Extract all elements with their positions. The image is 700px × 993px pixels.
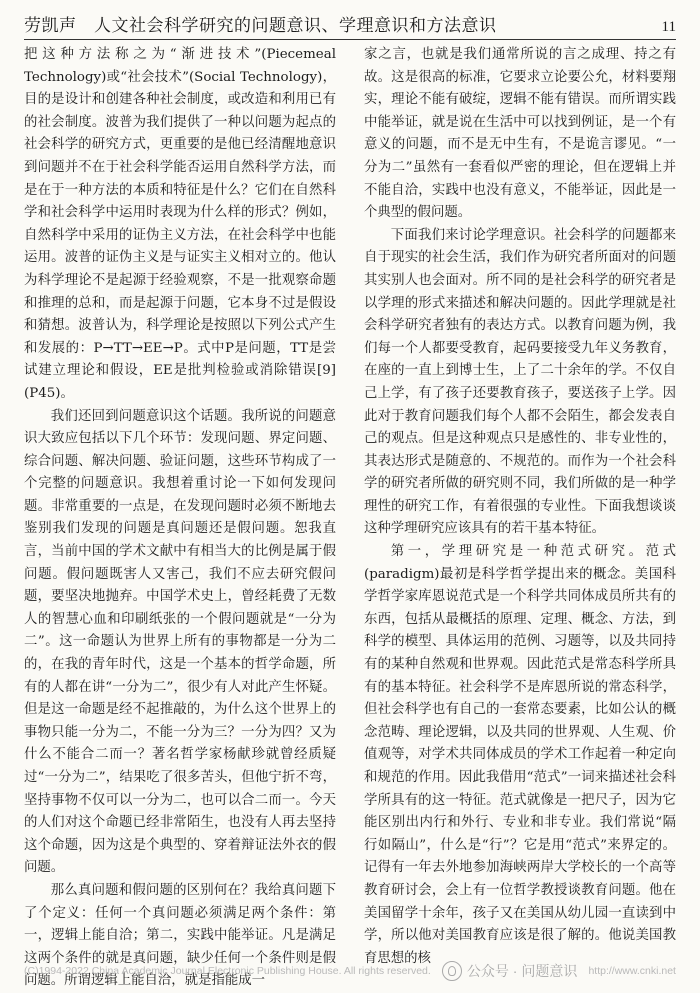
paragraph: 家之言，也就是我们通常所说的言之成理、持之有故。这是很高的标准，它要求立论要公允，材料要翔实，理论不能有破绽，逻辑不能有错误。而所谓实践中能举证，就是说在生活中可以找到例证，是一个有意义的问题，而不是无中生有，不是诡言谬见。“一分为二”虽然有一套看似严密的理论，但在逻辑上并不能自洽，实践中也没有意义，不能举证，因此是一个典型的假问题。: [364, 47, 676, 221]
paragraph: 下面我们来讨论学理意识。社会科学的问题都来自于现实的社会生活，我们作为研究者所面对的问题其实别人也会面对。所不同的是社会科学的研究者是以学理的形式来描述和解决问题的。因此学理就是社会科学研究者独有的表达方式。以教育问题为例，我们每一个人都要受教育，起码要接受九年义务教育，在座的一直上到博士生，上了二十余年的学。不仅自己上学，有了孩子还要教育孩子，要送孩子上学。因此对于教育问题我们每个人都不会陌生，都会发表自己的观点。但是这种观点只是感性的、非专业性的，其表达形式是随意的、不规范的。而作为一个社会科学的研究者所做的研究则不同，我们所做的是一种学理性的研究工作，有着很强的专业性。下面我想谈谈这种学理研究应该具有的若干基本特征。: [364, 227, 676, 537]
wechat-icon: [442, 961, 462, 981]
copyright-notice: (C)1994-2022 China Academic Journal Electronic Publishing House. All rights reserved.: [24, 965, 431, 977]
right-column: [364, 44, 676, 970]
running-head-title: 劳凯声 人文社会科学研究的问题意识、学理意识和方法意识: [24, 16, 497, 36]
page-number: 11: [661, 19, 676, 35]
running-header: [24, 6, 676, 40]
watermark-label: 公众号 · 问题意识: [466, 963, 578, 979]
paragraph: 第一，学理研究是一种范式研究。范式(paradigm)最初是科学哲学提出来的概念。美国科学哲学家库恩说范式是一个科学共同体成员所共有的东西，包括从最概括的原理、定理、概念、方法，到科学的模型、具体运用的范例、习题等，以及共同持有的某种自然观和世界观。因此范式是常态科学所具有的基本特征。社会科学不是库恩所说的常态科学，但社会科学也有自己的一套常态要素，比如公认的概念范畴、理论逻辑，以及共同的世界观、人生观、价值观等，对学术共同体成员的学术工作起着一种定向和规范的作用。因此我借用“范式”一词来描述社会科学所具有的这一特征。范式就像是一把尺子，因为它能区别出内行和外行、专业和非专业。我们常说“隔行如隔山”，什么是“行”？它是用“范式”来界定的。记得有一年去外地参加海峡两岸大学校长的一个高等教育研讨会，会上有一位哲学教授谈教育问题。他在美国留学十余年，孩子又在美国从幼儿园一直读到中学，所以他对美国教育应该是很了解的。他说美国教育思想的核: [364, 544, 676, 966]
paragraph: 我们还回到问题意识这个话题。我所说的问题意识大致应包括以下几个环节：发现问题、界定问题、综合问题、解决问题、验证问题，这些环节构成了一个完整的问题意识。我想着重讨论一下如何发现问题。非常重要的一点是，在发现问题时必须不断地去鉴别我们发现的问题是真问题还是假问题。恕我直言，当前中国的学术文献中有相当大的比例是属于假问题。假问题既害人又害己，我们不应去研究假问题，要坚决地抛弃。中国学术史上，曾经耗费了无数人的智慧心血和印刷纸张的一个假问题就是“一分为二”。这一命题认为世界上所有的事物都是一分为二的，在我的青年时代，这是一个基本的哲学命题，所有的人都在讲“一分为二”，很少有人对此产生怀疑。但是这一命题是经不起推敲的，为什么这个世界上的事物只能一分为二，不能一分为三？一分为四？又为什么不能合二而一？著名哲学家杨献珍就曾经质疑过“一分为二”，结果吃了很多苦头，但他宁折不弯，坚持事物不仅可以一分为二，也可以合二而一。今天的人们对这个命题已经非常陌生，也没有人再去坚持这个命题，因为这是个典型的、穿着辩证法外衣的假问题。: [24, 408, 336, 876]
site-url[interactable]: http://www.cnki.net: [588, 965, 676, 977]
paragraph: 把这种方法称之为“渐进技术”(Piecemeal Technology)或“社会技术”(Social Technology)，目的是设计和创建各种社会制度，或改造和利用已有的社会制度。波普为我们提供了一种以问题为起点的社会科学的研究方式，更重要的是他已经清醒地意识到问题并不在于社会科学能否运用自然科学方法，而是在于一种方法的本质和特征是什么？它们在自然科学和社会科学中运用时表现为什么样的形式？例如，自然科学中采用的证伪主义方法，在社会科学中也能运用。波普的证伪主义是与证实主义相对立的。他认为科学理论不是起源于经验观察，不是一批观察命题和推理的总和，而是起源于问题，它本身不过是假设和猜想。波普认为，科学理论是按照以下列公式产生和发展的：P→TT→EE→P。式中P是问题，TT是尝试建立理论和假设，EE是批判检验或消除错误[9](P45)。: [24, 47, 336, 401]
watermark: [442, 961, 577, 981]
paragraph: 那么真问题和假问题的区别何在？我给真问题下了个定义：任何一个真问题必须满足两个条件：第一，逻辑上能自洽；第二，实践中能举证。凡是满足这两个条件的就是真问题，缺少任何一个条件则是假问题。所谓逻辑上能自洽，就是指能成一: [24, 882, 336, 989]
footer: [24, 961, 676, 981]
left-column: [24, 44, 336, 993]
